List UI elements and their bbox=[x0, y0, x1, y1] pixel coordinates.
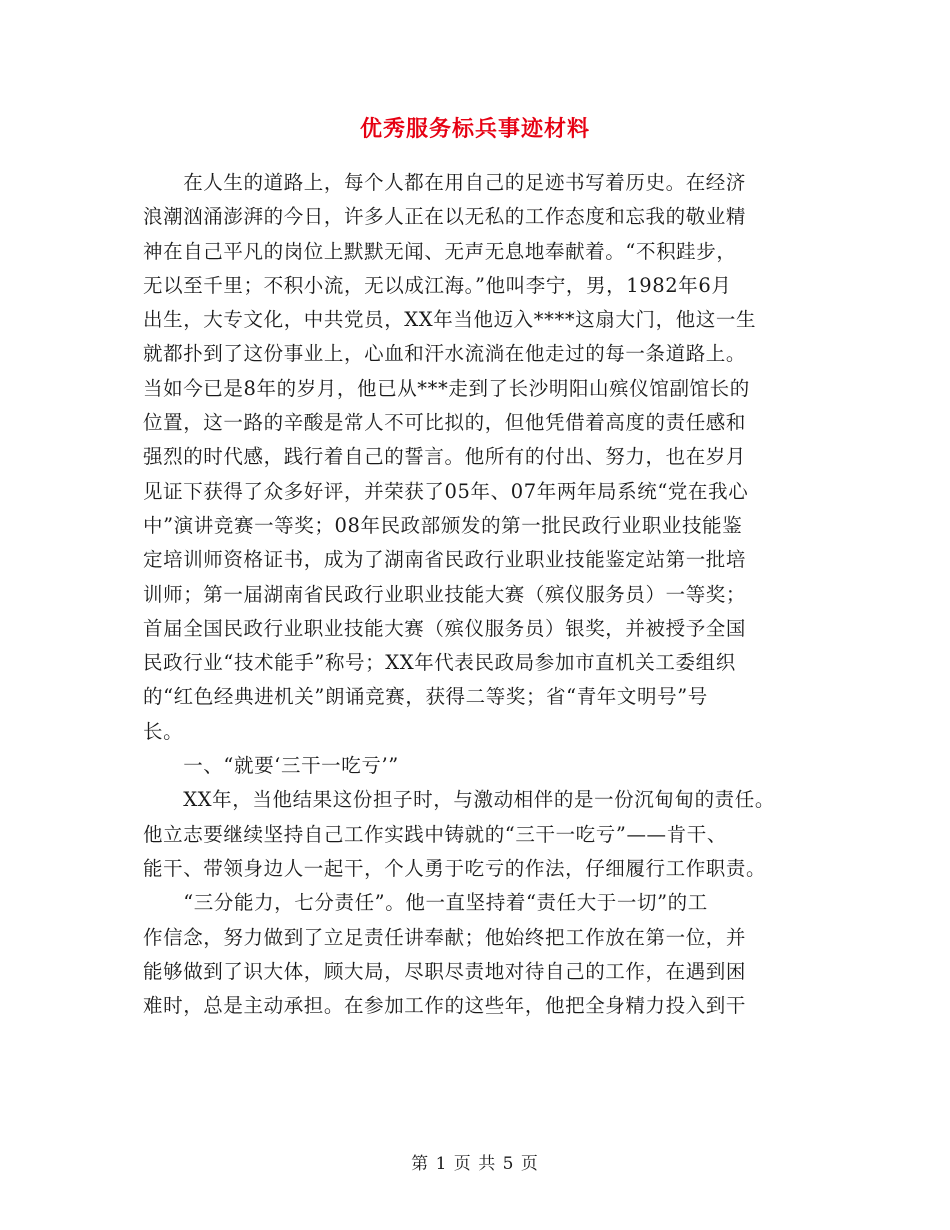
text-line: 在人生的道路上，每个人都在用自己的足迹书写着历史。在经济 bbox=[143, 171, 747, 194]
text-line: 无以至千里；不积小流，无以成江海。”他叫李宁，男，1982年6月 bbox=[143, 273, 732, 297]
text-line: 定培训师资格证书，成为了湖南省民政行业职业技能鉴定站第一批培 bbox=[143, 548, 747, 572]
page-number-footer: 第 1 页 共 5 页 bbox=[411, 1154, 539, 1174]
text-line: 难时，总是主动承担。在参加工作的这些年，他把全身精力投入到干 bbox=[143, 994, 747, 1018]
text-line: 神在自己平凡的岗位上默默无闻、无声无息地奉献着。“不积跬步， bbox=[143, 239, 737, 263]
text-line: 首届全国民政行业职业技能大赛（殡仪服务员）银奖，并被授予全国 bbox=[143, 616, 747, 640]
text-line: 见证下获得了众多好评，并荣获了05年、07年两年局系统“党在我心 bbox=[143, 479, 749, 503]
section-heading: 一、“就要‘三干一吃亏’” bbox=[143, 754, 399, 778]
text-line: 长。 bbox=[143, 719, 184, 743]
document-body bbox=[143, 166, 813, 1023]
text-line: 民政行业“技术能手”称号；XX年代表民政局参加市直机关工委组织 bbox=[143, 651, 736, 675]
text-line: 位置，这一路的辛酸是常人不可比拟的，但他凭借着高度的责任感和 bbox=[143, 411, 747, 435]
text-line: “三分能力，七分责任”。他一直坚持着“责任大于一切”的工 bbox=[143, 891, 708, 915]
document-title: 优秀服务标兵事迹材料 bbox=[359, 116, 590, 142]
text-line: 能够做到了识大体，顾大局，尽职尽责地对待自己的工作，在遇到困 bbox=[143, 959, 747, 983]
text-line: 能干、带领身边人一起干，个人勇于吃亏的作法，仔细履行工作职责。 bbox=[143, 856, 767, 880]
text-line: 浪潮汹涌澎湃的今日，许多人正在以无私的工作态度和忘我的敬业精 bbox=[143, 205, 747, 229]
text-line: 训师；第一届湖南省民政行业职业技能大赛（殡仪服务员）一等奖； bbox=[143, 582, 747, 606]
text-line: 他立志要继续坚持自己工作实践中铸就的“三干一吃亏”——肯干、 bbox=[143, 822, 727, 846]
text-line: 强烈的时代感，践行着自己的誓言。他所有的付出、努力，也在岁月 bbox=[143, 445, 747, 469]
text-line: XX年，当他结果这份担子时，与激动相伴的是一份沉甸甸的责任。 bbox=[143, 788, 775, 812]
text-line: 就都扑到了这份事业上，心血和汗水流淌在他走过的每一条道路上。 bbox=[143, 342, 747, 366]
text-line: 中”演讲竞赛一等奖；08年民政部颁发的第一批民政行业职业技能鉴 bbox=[143, 513, 743, 537]
text-line: 当如今已是8年的岁月，他已从***走到了长沙明阳山殡仪馆副馆长的 bbox=[143, 376, 750, 400]
text-line: 出生，大专文化，中共党员，XX年当他迈入****这扇大门，他这一生 bbox=[143, 308, 757, 332]
text-line: 的“红色经典进机关”朗诵竞赛，获得二等奖；省“青年文明号”号 bbox=[143, 685, 708, 709]
text-line: 作信念，努力做到了立足责任讲奉献；他始终把工作放在第一位，并 bbox=[143, 925, 747, 949]
